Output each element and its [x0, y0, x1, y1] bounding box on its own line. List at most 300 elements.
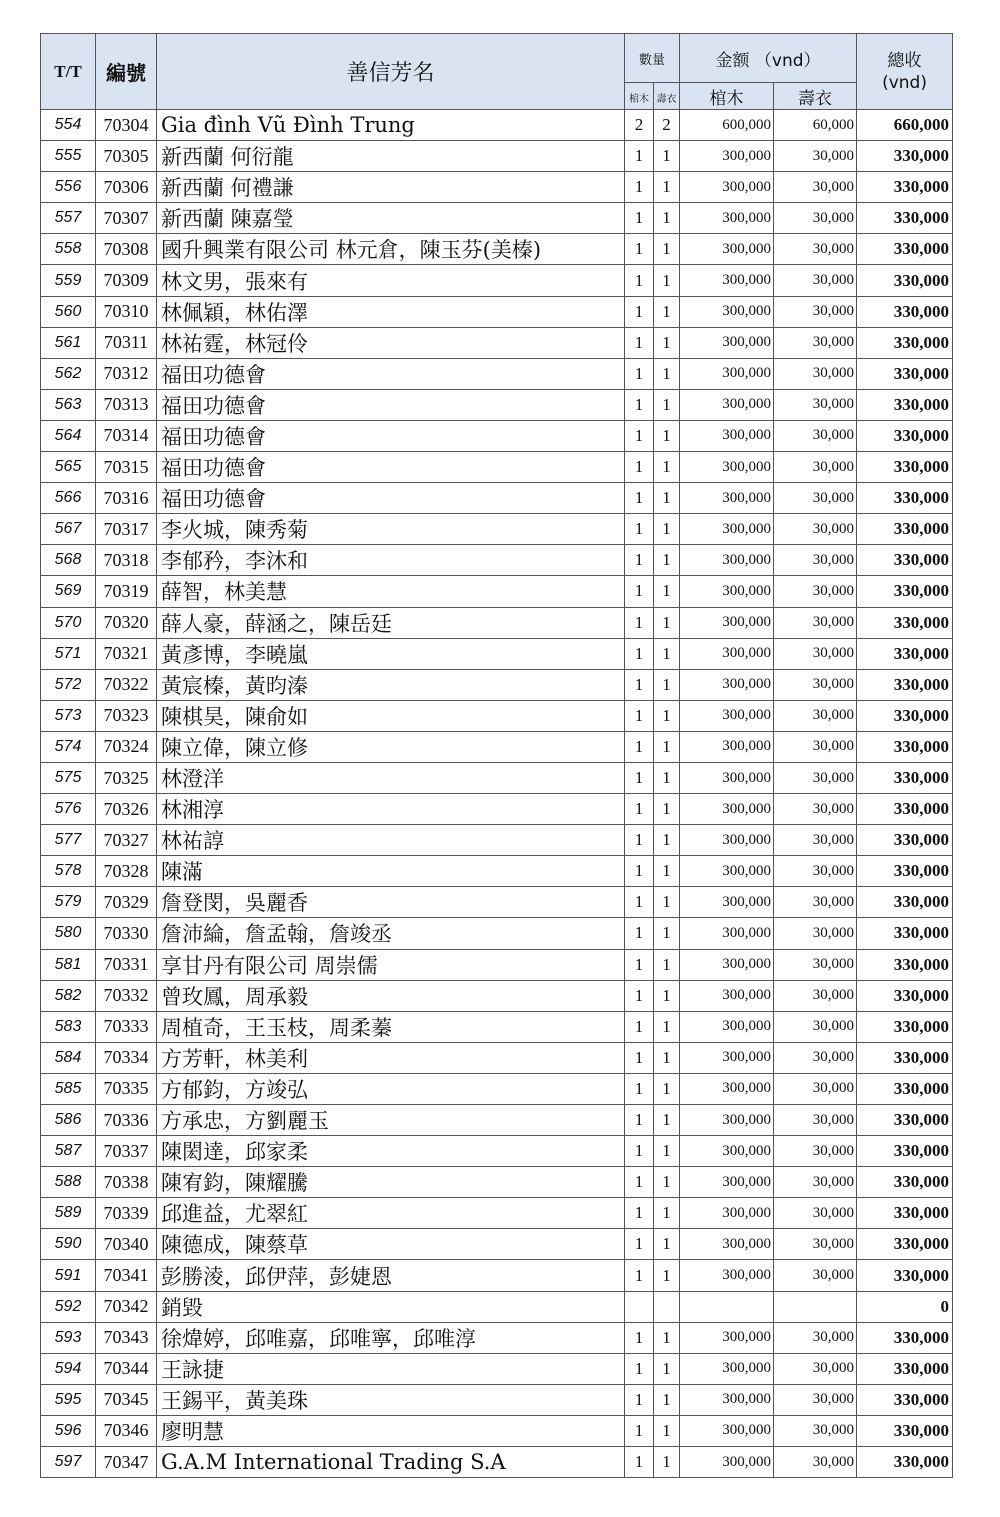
- amount-coffin: 300,000: [680, 514, 774, 545]
- qty-shroud: 1: [654, 141, 680, 172]
- qty-shroud: 1: [654, 1415, 680, 1446]
- header-quantity: 數量: [625, 34, 680, 83]
- donor-code: 70339: [96, 1198, 157, 1229]
- qty-shroud: 1: [654, 420, 680, 451]
- qty-shroud: 1: [654, 825, 680, 856]
- amount-coffin: 300,000: [680, 949, 774, 980]
- qty-coffin: 1: [625, 1322, 654, 1353]
- table-row: [41, 794, 953, 825]
- row-number: 569: [41, 576, 96, 607]
- amount-coffin: 300,000: [680, 1167, 774, 1198]
- row-number: 590: [41, 1229, 96, 1260]
- row-total: 330,000: [857, 762, 953, 793]
- row-number: 572: [41, 669, 96, 700]
- amount-shroud: 30,000: [774, 918, 857, 949]
- amount-shroud: 30,000: [774, 1167, 857, 1198]
- table-row: [41, 856, 953, 887]
- donor-code: 70343: [96, 1322, 157, 1353]
- donor-name: 陳滿: [157, 856, 625, 887]
- donor-name: 王錫平，黃美珠: [157, 1384, 625, 1415]
- qty-shroud: 1: [654, 762, 680, 793]
- row-total: 330,000: [857, 296, 953, 327]
- row-total: 330,000: [857, 1105, 953, 1136]
- amount-coffin: 300,000: [680, 1353, 774, 1384]
- donor-code: 70334: [96, 1042, 157, 1073]
- amount-shroud: 30,000: [774, 452, 857, 483]
- amount-coffin: 300,000: [680, 420, 774, 451]
- amount-shroud: 30,000: [774, 1322, 857, 1353]
- row-number: 583: [41, 1011, 96, 1042]
- amount-coffin: 300,000: [680, 265, 774, 296]
- donor-code: 70330: [96, 918, 157, 949]
- donor-code: 70328: [96, 856, 157, 887]
- qty-shroud: 1: [654, 483, 680, 514]
- amount-shroud: 30,000: [774, 141, 857, 172]
- amount-shroud: 30,000: [774, 234, 857, 265]
- donor-name: 李郁矜，李沐和: [157, 545, 625, 576]
- donor-name: 林湘淳: [157, 794, 625, 825]
- qty-coffin: 1: [625, 389, 654, 420]
- table-row: [41, 1384, 953, 1415]
- amount-shroud: 30,000: [774, 483, 857, 514]
- table-row: [41, 825, 953, 856]
- donor-code: 70345: [96, 1384, 157, 1415]
- row-number: 581: [41, 949, 96, 980]
- row-total: 330,000: [857, 1415, 953, 1446]
- row-total: 330,000: [857, 980, 953, 1011]
- row-number: 592: [41, 1291, 96, 1322]
- row-number: 588: [41, 1167, 96, 1198]
- table-row: [41, 234, 953, 265]
- amount-coffin: 300,000: [680, 794, 774, 825]
- amount-coffin: 300,000: [680, 1260, 774, 1291]
- row-number: 557: [41, 203, 96, 234]
- amount-shroud: 30,000: [774, 949, 857, 980]
- qty-shroud: 1: [654, 1073, 680, 1104]
- qty-shroud: 1: [654, 638, 680, 669]
- amount-shroud: 30,000: [774, 1415, 857, 1446]
- table-row: [41, 1260, 953, 1291]
- qty-coffin: 1: [625, 203, 654, 234]
- donor-name: 新西蘭 何禮謙: [157, 172, 625, 203]
- table-body: [41, 110, 953, 1478]
- amount-shroud: 30,000: [774, 700, 857, 731]
- row-total: 330,000: [857, 1167, 953, 1198]
- row-total: 330,000: [857, 141, 953, 172]
- table-row: [41, 1011, 953, 1042]
- qty-coffin: 1: [625, 296, 654, 327]
- row-number: 578: [41, 856, 96, 887]
- header-amount-coffin: 棺木: [680, 83, 774, 110]
- row-total: 330,000: [857, 1353, 953, 1384]
- amount-coffin: 300,000: [680, 918, 774, 949]
- table-row: [41, 265, 953, 296]
- row-total: 330,000: [857, 607, 953, 638]
- table-row: [41, 483, 953, 514]
- donor-name: 李火城，陳秀菊: [157, 514, 625, 545]
- row-total: 330,000: [857, 420, 953, 451]
- table-row: [41, 1415, 953, 1446]
- donor-code: 70317: [96, 514, 157, 545]
- amount-shroud: 30,000: [774, 887, 857, 918]
- row-number: 591: [41, 1260, 96, 1291]
- donor-code: 70340: [96, 1229, 157, 1260]
- amount-coffin: 300,000: [680, 856, 774, 887]
- row-number: 571: [41, 638, 96, 669]
- amount-coffin: 300,000: [680, 203, 774, 234]
- table-row: [41, 296, 953, 327]
- donor-code: 70314: [96, 420, 157, 451]
- table-row: [41, 1291, 953, 1322]
- amount-shroud: 60,000: [774, 110, 857, 141]
- donor-code: 70326: [96, 794, 157, 825]
- qty-shroud: 1: [654, 234, 680, 265]
- table-row: [41, 638, 953, 669]
- row-number: 562: [41, 358, 96, 389]
- qty-coffin: 1: [625, 1042, 654, 1073]
- donor-name: 方郁鈞，方竣弘: [157, 1073, 625, 1104]
- row-number: 597: [41, 1447, 96, 1478]
- qty-coffin: 1: [625, 638, 654, 669]
- qty-coffin: 1: [625, 265, 654, 296]
- donor-name: 廖明慧: [157, 1415, 625, 1446]
- row-total: 330,000: [857, 1073, 953, 1104]
- table-row: [41, 203, 953, 234]
- row-number: 593: [41, 1322, 96, 1353]
- donor-code: 70325: [96, 762, 157, 793]
- donor-code: 70323: [96, 700, 157, 731]
- donor-code: 70327: [96, 825, 157, 856]
- row-total: 330,000: [857, 483, 953, 514]
- donor-code: 70320: [96, 607, 157, 638]
- row-total: 330,000: [857, 794, 953, 825]
- row-number: 596: [41, 1415, 96, 1446]
- table-row: [41, 172, 953, 203]
- amount-coffin: 300,000: [680, 141, 774, 172]
- amount-coffin: 600,000: [680, 110, 774, 141]
- donor-name: 林祐霆，林冠伶: [157, 327, 625, 358]
- row-total: 330,000: [857, 887, 953, 918]
- qty-shroud: 1: [654, 731, 680, 762]
- row-number: 565: [41, 452, 96, 483]
- row-number: 587: [41, 1136, 96, 1167]
- amount-shroud: 30,000: [774, 327, 857, 358]
- row-number: 574: [41, 731, 96, 762]
- qty-shroud: 1: [654, 794, 680, 825]
- row-number: 564: [41, 420, 96, 451]
- amount-coffin: 300,000: [680, 358, 774, 389]
- qty-coffin: 1: [625, 1073, 654, 1104]
- table-row: [41, 110, 953, 141]
- row-number: 560: [41, 296, 96, 327]
- donor-code: 70315: [96, 452, 157, 483]
- row-number: 558: [41, 234, 96, 265]
- qty-shroud: 1: [654, 389, 680, 420]
- donor-name: 新西蘭 陳嘉瑩: [157, 203, 625, 234]
- donor-name: 銷毀: [157, 1291, 625, 1322]
- table-row: [41, 1042, 953, 1073]
- amount-coffin: 300,000: [680, 669, 774, 700]
- amount-shroud: 30,000: [774, 1011, 857, 1042]
- table-row: [41, 1229, 953, 1260]
- amount-coffin: 300,000: [680, 731, 774, 762]
- header-total-label: 總收: [887, 50, 922, 71]
- table-row: [41, 1198, 953, 1229]
- qty-shroud: 1: [654, 327, 680, 358]
- row-total: 330,000: [857, 1011, 953, 1042]
- donor-name: Gia đình Vũ Đình Trung: [157, 110, 625, 141]
- row-total: 330,000: [857, 949, 953, 980]
- qty-coffin: 1: [625, 545, 654, 576]
- donor-name: 林澄洋: [157, 762, 625, 793]
- row-total: 330,000: [857, 856, 953, 887]
- donor-code: 70310: [96, 296, 157, 327]
- qty-shroud: 1: [654, 856, 680, 887]
- donor-name: 方芳軒，林美利: [157, 1042, 625, 1073]
- amount-coffin: 300,000: [680, 1042, 774, 1073]
- table-row: [41, 1353, 953, 1384]
- donor-code: 70306: [96, 172, 157, 203]
- amount-coffin: 300,000: [680, 1229, 774, 1260]
- donor-code: 70305: [96, 141, 157, 172]
- qty-shroud: 1: [654, 576, 680, 607]
- row-total: 330,000: [857, 576, 953, 607]
- header-name: 善信芳名: [157, 34, 625, 110]
- row-number: 567: [41, 514, 96, 545]
- table-row: [41, 420, 953, 451]
- qty-coffin: 1: [625, 420, 654, 451]
- amount-coffin: 300,000: [680, 234, 774, 265]
- row-total: 330,000: [857, 731, 953, 762]
- qty-coffin: 1: [625, 856, 654, 887]
- row-total: 330,000: [857, 234, 953, 265]
- row-number: 573: [41, 700, 96, 731]
- qty-shroud: 1: [654, 949, 680, 980]
- amount-coffin: 300,000: [680, 638, 774, 669]
- amount-coffin: 300,000: [680, 296, 774, 327]
- row-total: 330,000: [857, 265, 953, 296]
- qty-shroud: 1: [654, 1447, 680, 1478]
- qty-shroud: 1: [654, 918, 680, 949]
- qty-shroud: 1: [654, 265, 680, 296]
- amount-coffin: 300,000: [680, 1384, 774, 1415]
- header-total: [857, 34, 953, 110]
- qty-coffin: 1: [625, 327, 654, 358]
- amount-shroud: 30,000: [774, 1447, 857, 1478]
- table-row: [41, 327, 953, 358]
- donor-name: 福田功德會: [157, 358, 625, 389]
- amount-shroud: 30,000: [774, 172, 857, 203]
- donor-name: 徐煒婷，邱唯嘉，邱唯寧，邱唯淳: [157, 1322, 625, 1353]
- amount-coffin: 300,000: [680, 1447, 774, 1478]
- donor-name: 周植奇，王玉枝，周柔蓁: [157, 1011, 625, 1042]
- amount-shroud: 30,000: [774, 1229, 857, 1260]
- qty-coffin: 1: [625, 452, 654, 483]
- amount-coffin: 300,000: [680, 700, 774, 731]
- amount-coffin: 300,000: [680, 1415, 774, 1446]
- donor-code: 70324: [96, 731, 157, 762]
- amount-coffin: 300,000: [680, 762, 774, 793]
- row-total: 330,000: [857, 1136, 953, 1167]
- table-row: [41, 887, 953, 918]
- qty-coffin: 1: [625, 980, 654, 1011]
- donor-code: 70321: [96, 638, 157, 669]
- qty-coffin: 1: [625, 607, 654, 638]
- qty-coffin: 1: [625, 731, 654, 762]
- donor-code: 70308: [96, 234, 157, 265]
- donor-name: 享甘丹有限公司 周崇儒: [157, 949, 625, 980]
- qty-shroud: 1: [654, 1260, 680, 1291]
- amount-shroud: 30,000: [774, 358, 857, 389]
- qty-coffin: 1: [625, 949, 654, 980]
- donor-code: 70331: [96, 949, 157, 980]
- donor-code: 70336: [96, 1105, 157, 1136]
- row-total: 330,000: [857, 452, 953, 483]
- qty-shroud: 1: [654, 1167, 680, 1198]
- row-number: 563: [41, 389, 96, 420]
- header-code: 編號: [96, 34, 157, 110]
- amount-shroud: 30,000: [774, 731, 857, 762]
- donor-code: 70329: [96, 887, 157, 918]
- row-number: 589: [41, 1198, 96, 1229]
- qty-coffin: 1: [625, 887, 654, 918]
- amount-coffin: 300,000: [680, 825, 774, 856]
- amount-coffin: 300,000: [680, 389, 774, 420]
- donor-name: 林祐諄: [157, 825, 625, 856]
- row-total: 330,000: [857, 358, 953, 389]
- table-row: [41, 980, 953, 1011]
- amount-coffin: 300,000: [680, 327, 774, 358]
- qty-coffin: 1: [625, 1415, 654, 1446]
- donor-code: 70333: [96, 1011, 157, 1042]
- donor-name: 詹沛綸，詹孟翰，詹竣丞: [157, 918, 625, 949]
- row-total: 330,000: [857, 1322, 953, 1353]
- row-number: 555: [41, 141, 96, 172]
- row-total: 330,000: [857, 1384, 953, 1415]
- amount-shroud: 30,000: [774, 1042, 857, 1073]
- qty-shroud: 1: [654, 514, 680, 545]
- amount-shroud: 30,000: [774, 265, 857, 296]
- row-number: 556: [41, 172, 96, 203]
- amount-shroud: 30,000: [774, 389, 857, 420]
- qty-shroud: 1: [654, 1384, 680, 1415]
- amount-shroud: 30,000: [774, 514, 857, 545]
- amount-shroud: [774, 1291, 857, 1322]
- donor-name: 曾玫鳳，周承毅: [157, 980, 625, 1011]
- donor-name: 陳棋昊，陳俞如: [157, 700, 625, 731]
- amount-shroud: 30,000: [774, 576, 857, 607]
- donor-code: 70311: [96, 327, 157, 358]
- qty-coffin: 1: [625, 1105, 654, 1136]
- amount-coffin: 300,000: [680, 1105, 774, 1136]
- donor-name: 福田功德會: [157, 420, 625, 451]
- donor-name: 陳德成，陳蔡草: [157, 1229, 625, 1260]
- donor-name: 林文男，張來有: [157, 265, 625, 296]
- row-number: 584: [41, 1042, 96, 1073]
- amount-shroud: 30,000: [774, 794, 857, 825]
- qty-shroud: 1: [654, 358, 680, 389]
- header-total-unit: (vnd): [882, 72, 927, 93]
- amount-shroud: 30,000: [774, 203, 857, 234]
- row-number: 580: [41, 918, 96, 949]
- table-row: [41, 700, 953, 731]
- donor-name: 黃彥博，李曉嵐: [157, 638, 625, 669]
- row-number: 561: [41, 327, 96, 358]
- row-total: 330,000: [857, 700, 953, 731]
- qty-coffin: 1: [625, 918, 654, 949]
- qty-shroud: [654, 1291, 680, 1322]
- qty-coffin: 1: [625, 358, 654, 389]
- table-row: [41, 607, 953, 638]
- qty-coffin: 1: [625, 1136, 654, 1167]
- donor-code: 70332: [96, 980, 157, 1011]
- header-qty-coffin: 棺木: [625, 83, 654, 110]
- amount-shroud: 30,000: [774, 1073, 857, 1104]
- qty-coffin: 1: [625, 762, 654, 793]
- qty-shroud: 1: [654, 545, 680, 576]
- amount-shroud: 30,000: [774, 856, 857, 887]
- donor-code: 70309: [96, 265, 157, 296]
- table-row: [41, 452, 953, 483]
- donor-code: 70344: [96, 1353, 157, 1384]
- row-number: 568: [41, 545, 96, 576]
- row-total: 330,000: [857, 1260, 953, 1291]
- amount-shroud: 30,000: [774, 1198, 857, 1229]
- header-qty-shroud: 壽衣: [654, 83, 680, 110]
- qty-shroud: 1: [654, 1198, 680, 1229]
- amount-coffin: 300,000: [680, 1322, 774, 1353]
- amount-coffin: 300,000: [680, 607, 774, 638]
- qty-coffin: 1: [625, 1011, 654, 1042]
- amount-shroud: 30,000: [774, 669, 857, 700]
- row-number: 595: [41, 1384, 96, 1415]
- donor-name: 薛智，林美慧: [157, 576, 625, 607]
- donor-name: 黃宸榛，黃昀溱: [157, 669, 625, 700]
- amount-coffin: 300,000: [680, 1011, 774, 1042]
- donor-name: G.A.M International Trading S.A: [157, 1447, 625, 1478]
- donor-code: 70319: [96, 576, 157, 607]
- row-number: 582: [41, 980, 96, 1011]
- donor-name: 陳閎達，邱家柔: [157, 1136, 625, 1167]
- qty-shroud: 1: [654, 1042, 680, 1073]
- qty-coffin: 1: [625, 234, 654, 265]
- qty-coffin: 1: [625, 669, 654, 700]
- table-row: [41, 358, 953, 389]
- amount-coffin: 300,000: [680, 483, 774, 514]
- amount-shroud: 30,000: [774, 980, 857, 1011]
- donor-name: 國升興業有限公司 林元倉，陳玉芬(美榛): [157, 234, 625, 265]
- amount-shroud: 30,000: [774, 1353, 857, 1384]
- amount-shroud: 30,000: [774, 762, 857, 793]
- amount-shroud: 30,000: [774, 296, 857, 327]
- qty-shroud: 1: [654, 1353, 680, 1384]
- row-total: 330,000: [857, 1447, 953, 1478]
- qty-coffin: 1: [625, 1198, 654, 1229]
- qty-shroud: 1: [654, 452, 680, 483]
- qty-coffin: 1: [625, 700, 654, 731]
- amount-shroud: 30,000: [774, 420, 857, 451]
- table-row: [41, 1136, 953, 1167]
- row-total: 330,000: [857, 1042, 953, 1073]
- qty-coffin: 1: [625, 825, 654, 856]
- qty-coffin: 1: [625, 172, 654, 203]
- table-row: [41, 1322, 953, 1353]
- table-row: [41, 545, 953, 576]
- table-row: [41, 669, 953, 700]
- amount-coffin: 300,000: [680, 887, 774, 918]
- donor-code: 70338: [96, 1167, 157, 1198]
- donor-code: 70342: [96, 1291, 157, 1322]
